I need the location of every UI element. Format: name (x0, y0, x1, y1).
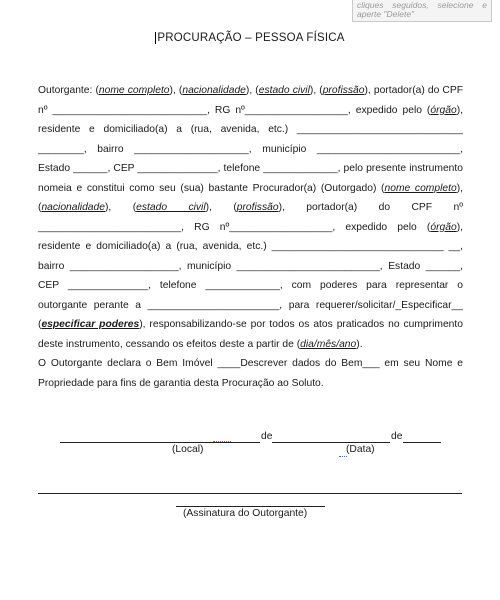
year-line (403, 442, 441, 443)
signer-label: (Assinatura do Outorgante) (183, 508, 308, 519)
document-title: PROCURAÇÃO – PESSOA FÍSICA (157, 32, 345, 44)
local-line (60, 442, 260, 443)
day-line (272, 442, 390, 443)
separator-line (38, 493, 462, 494)
de-label-2: de (391, 431, 403, 442)
property-declaration-paragraph: O Outorgante declara o Bem Imóvel ____Descrever dados do Bem___ em seu Nome e Propriedade para fins de garantia desta Procuração ao Soluto. (38, 358, 463, 389)
local-label: (Local) (172, 444, 204, 455)
de-label-1: de (261, 431, 273, 442)
signature-line (176, 506, 325, 507)
date-label: (Data) (346, 444, 375, 455)
spellcheck-mark (213, 438, 231, 442)
grant-paragraph: Outorgante: (nome completo), (nacionalidade), (estado civil), (profissão), portador(a) do CPF nº ___________________________, RG nº__________________, expedido pelo (órgão), residente e domiciliado(a) a (rua, avenida, etc.) _____________________________ ________, bairro ____________________, município _________________________, Estado ______, CEP ______________, telefone _____________, pelo presente instrumento nomeia e constitui como seu (sua) bastante Procurador(a) (Outorgado) (nome completo), (nacionalidade), (estado civil), (profissão), portador(a) do CPF nº _________________________, RG nº__________________, expedido pelo (órgão), residente e domiciliado(a) a (rua, avenida, etc.) ______________________________ __, bairro ___________________, município _________________________, Estado ______, CEP ______________, telefone _____________, com poderes para representar o outorgante perante a _______________________, para requerer/solicitar/_Especificar__ (especificar poderes), responsabilizando-se por todos os atos praticados no cumprimento deste instrumento, cessando os efeitos deste a partir de (dia/mês/ano). (38, 85, 464, 350)
document-body (38, 81, 463, 393)
hint-note: cliques seguidos, selecione e aperte "Delete" (352, 0, 492, 22)
